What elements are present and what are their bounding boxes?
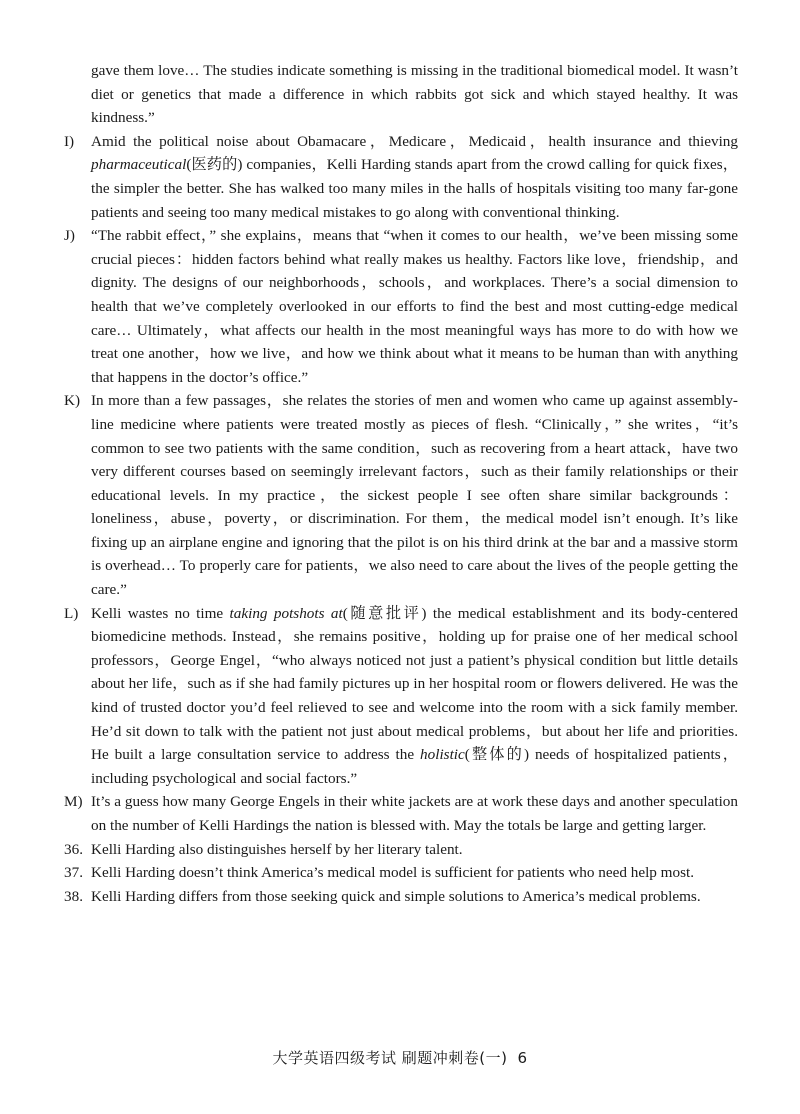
page-footer bbox=[0, 1047, 800, 1068]
question-text: Kelli Harding also distinguishes herself by her literary talent. bbox=[91, 840, 463, 858]
vocab-gloss-potshots: (随意批评) bbox=[342, 604, 427, 622]
paragraph-label-k: K) bbox=[64, 392, 81, 410]
paragraph-l bbox=[64, 602, 738, 791]
reading-passage bbox=[64, 59, 738, 908]
paragraph-i bbox=[64, 130, 738, 224]
paragraph-k bbox=[64, 389, 738, 601]
paragraph-m bbox=[64, 790, 738, 837]
paragraph-label-j: J) bbox=[64, 227, 75, 245]
vocab-gloss-pharmaceutical: (医药的) bbox=[186, 156, 243, 174]
paragraph-l-text-3: needs of hospitalized patients，including psychological and social factors.” bbox=[91, 746, 738, 787]
paragraph-l-text-2: the medical establishment and its body-centered biomedicine methods. Instead，she remains positive，holding up for praise one of her medical school professors，George Engel，“who always noticed not just a patient’s physical condition but little details about her life，such as if she had family pictures up in her hospital room or flowers delivered. He was the kind of trusted doctor you’d feel relieved to see and welcome into the room with a sick family member. He’d sit down to talk with the patient not just about medical problems，but about her life and priorities. He built a large consultation service to address the bbox=[91, 604, 739, 764]
paragraph-j-text: “The rabbit effect，” she explains，means that “when it comes to our health，we’ve been missing some crucial pieces：hidden factors behind what really makes us healthy. Factors like love，friendship，and dignity. The designs of our neighborhoods，schools，and workplaces. There’s a social dimension to health that we’ve completely overlooked in our efforts to find the best and most cutting-edge medical care… Ultimately，what affects our health in the most meaningful ways has more to do with how we treat one another，how we live，and how we think about what it means to be human than with anything that happens in the doctor’s office.” bbox=[91, 227, 738, 386]
question-37 bbox=[64, 861, 738, 885]
question-text: Kelli Harding differs from those seeking quick and simple solutions to America’s medical problems. bbox=[91, 887, 701, 905]
footer-title: 大学英语四级考试 刷题冲刺卷(一) bbox=[272, 1049, 508, 1067]
paragraph-label-i: I) bbox=[64, 132, 75, 150]
paragraph-k-text: In more than a few passages，she relates the stories of men and women who came up against assembly-line medicine where patients were treated mostly as pieces of flesh. “Clinically，” she writes，“it’s common to see two patients with the same condition，such as recovering from a heart attack，have two very different courses based on seemingly irrelevant factors，such as their family relationships or their educational levels. In my practice，the sickest people I see often share similar backgrounds：loneliness，abuse，poverty，or discrimination. For them，the medical model isn’t enough. It’s like fixing up an airplane engine and ignoring that the pilot is on his third drink at the bar and a massive storm is overhead… To properly care for patients，we also need to care about the lives of the people getting the care.” bbox=[91, 392, 738, 599]
paragraph-label-m: M) bbox=[64, 793, 83, 811]
page-number: 6 bbox=[517, 1049, 528, 1067]
paragraph-h-continuation bbox=[64, 59, 738, 130]
paragraph-h-text: gave them love… The studies indicate something is missing in the traditional biomedical model. It wasn’t diet or genetics that made a difference in which rabbits got sick and which stayed healthy. It was kindness.” bbox=[91, 62, 738, 127]
question-text: Kelli Harding doesn’t think America’s medical model is sufficient for patients who need help most. bbox=[91, 864, 695, 882]
question-38 bbox=[64, 885, 738, 909]
question-number: 36. bbox=[64, 840, 83, 858]
question-number: 37. bbox=[64, 864, 83, 882]
paragraph-i-text-2: companies，Kelli Harding stands apart from the crowd calling for quick fixes，the simpler the better. She has walked too many miles in the halls of hospitals visiting too many far-gone patients and seeing too many medical mistakes to go along with conventional thinking. bbox=[91, 156, 738, 221]
paragraph-label-l: L) bbox=[64, 604, 79, 622]
paragraph-i-text-1: Amid the political noise about Obamacare，Medicare，Medicaid，health insurance and thieving bbox=[91, 132, 738, 150]
vocab-term-potshots: taking potshots at bbox=[229, 604, 343, 622]
question-36 bbox=[64, 838, 738, 862]
paragraph-m-text: It’s a guess how many George Engels in their white jackets are at work these days and another speculation on the number of Kelli Hardings the nation is blessed with. May the totals be large and getting larger. bbox=[91, 793, 738, 834]
vocab-term-holistic: holistic bbox=[420, 746, 465, 764]
question-number: 38. bbox=[64, 887, 83, 905]
vocab-term-pharmaceutical: pharmaceutical bbox=[91, 156, 187, 174]
vocab-gloss-holistic: (整体的) bbox=[464, 746, 530, 764]
paragraph-j bbox=[64, 224, 738, 389]
paragraph-l-text-1: Kelli wastes no time bbox=[91, 604, 230, 622]
